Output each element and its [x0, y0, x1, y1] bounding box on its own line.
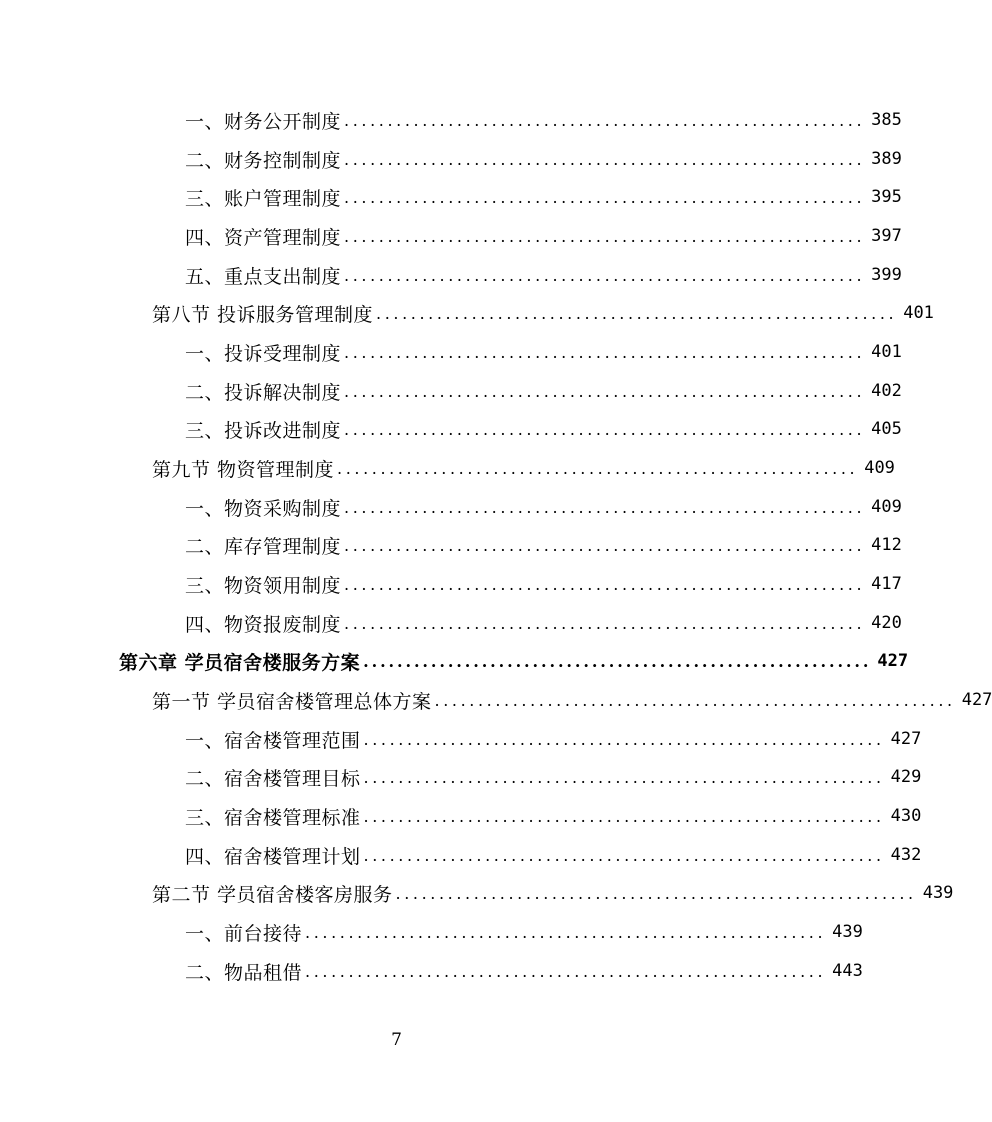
- toc-entry-title: 二、财务控制制度: [185, 149, 342, 172]
- toc-entry-title: 二、宿舍楼管理目标: [185, 767, 361, 790]
- toc-entry[interactable]: [185, 376, 902, 406]
- toc-entry[interactable]: [185, 801, 922, 831]
- toc-entry-title: 第八节 投诉服务管理制度: [152, 303, 374, 326]
- toc-entry-page: 397: [871, 226, 902, 246]
- toc-entry-title: 第九节 物资管理制度: [152, 458, 335, 481]
- toc-entry-title: 二、投诉解决制度: [185, 381, 342, 404]
- toc-entry-page: 427: [961, 690, 992, 710]
- toc-entry-title: 一、宿舍楼管理范围: [185, 729, 361, 752]
- dot-leader: ............................................................: [337, 458, 859, 478]
- toc-entry-title: 二、物品租借: [185, 961, 303, 984]
- toc-entry-title: 第二节 学员宿舍楼客房服务: [152, 883, 393, 906]
- dot-leader: ............................................................: [344, 613, 866, 633]
- toc-entry[interactable]: [185, 260, 902, 290]
- toc-chapter-entry[interactable]: [119, 646, 909, 676]
- dot-leader: ............................................................: [344, 149, 866, 169]
- dot-leader: ............................................................: [344, 265, 866, 285]
- toc-entry[interactable]: [185, 105, 902, 135]
- toc-entry-page: 385: [871, 110, 902, 130]
- toc-entry[interactable]: [185, 956, 863, 986]
- toc-entry-title: 三、账户管理制度: [185, 187, 342, 210]
- toc-entry-title: 二、库存管理制度: [185, 535, 342, 558]
- toc-entry-title: 一、财务公开制度: [185, 110, 342, 133]
- dot-leader: ............................................................: [344, 419, 866, 439]
- page-number: 7: [391, 1030, 402, 1050]
- toc-entry[interactable]: [185, 492, 902, 522]
- toc-entry-page: 409: [864, 458, 895, 478]
- dot-leader: ............................................................: [363, 651, 872, 671]
- dot-leader: ............................................................: [344, 187, 866, 207]
- toc-entry-title: 一、投诉受理制度: [185, 342, 342, 365]
- toc-section-entry[interactable]: [152, 453, 895, 483]
- toc-entry-page: 417: [871, 574, 902, 594]
- toc-entry-page: 401: [903, 303, 934, 323]
- toc-entry-title: 四、宿舍楼管理计划: [185, 845, 361, 868]
- toc-entry[interactable]: [185, 840, 922, 870]
- dot-leader: ............................................................: [344, 226, 866, 246]
- dot-leader: ............................................................: [363, 806, 885, 826]
- toc-entry-page: 420: [871, 613, 902, 633]
- toc-entry-title: 一、物资采购制度: [185, 497, 342, 520]
- dot-leader: ............................................................: [376, 303, 898, 323]
- toc-entry-title: 第一节 学员宿舍楼管理总体方案: [152, 690, 432, 713]
- dot-leader: ............................................................: [395, 883, 917, 903]
- toc-entry-title: 五、重点支出制度: [185, 265, 342, 288]
- toc-section-entry[interactable]: [152, 298, 934, 328]
- toc-entry-page: 405: [871, 419, 902, 439]
- toc-entry-page: 439: [832, 922, 863, 942]
- toc-entry[interactable]: [185, 144, 902, 174]
- toc-entry-page: 399: [871, 265, 902, 285]
- dot-leader: ............................................................: [344, 110, 866, 130]
- dot-leader: ............................................................: [305, 961, 827, 981]
- toc-entry-page: 412: [871, 535, 902, 555]
- dot-leader: ............................................................: [363, 767, 885, 787]
- toc-entry-page: 432: [890, 845, 922, 865]
- dot-leader: ............................................................: [363, 845, 885, 865]
- toc-entry-title: 四、资产管理制度: [185, 226, 342, 249]
- toc-entry-page: 443: [832, 961, 863, 981]
- dot-leader: ............................................................: [344, 497, 866, 517]
- toc-entry-title: 三、宿舍楼管理标准: [185, 806, 361, 829]
- dot-leader: ............................................................: [344, 535, 866, 555]
- dot-leader: ............................................................: [344, 574, 866, 594]
- dot-leader: ............................................................: [363, 729, 885, 749]
- toc-entry[interactable]: [185, 608, 902, 638]
- toc-entry-title: 三、物资领用制度: [185, 574, 342, 597]
- toc-entry[interactable]: [185, 221, 902, 251]
- toc-entry-title: 三、投诉改进制度: [185, 419, 342, 442]
- toc-entry[interactable]: [185, 530, 902, 560]
- toc-entry-page: 430: [890, 806, 922, 826]
- toc-entry-page: 402: [871, 381, 902, 401]
- toc-section-entry[interactable]: [152, 878, 954, 908]
- dot-leader: ............................................................: [434, 690, 956, 710]
- toc-entry-title: 一、前台接待: [185, 922, 303, 945]
- toc-entry[interactable]: [185, 569, 902, 599]
- toc-entry[interactable]: [185, 182, 902, 212]
- toc-entry-title: 第六章 学员宿舍楼服务方案: [119, 651, 361, 674]
- toc-entry-page: 409: [871, 497, 902, 517]
- toc-entry[interactable]: [185, 762, 922, 792]
- toc-section-entry[interactable]: [152, 685, 992, 715]
- dot-leader: ............................................................: [305, 922, 827, 942]
- toc-entry[interactable]: [185, 917, 863, 947]
- toc-entry-page: 401: [871, 342, 902, 362]
- toc-entry-page: 427: [877, 651, 909, 671]
- toc-entry[interactable]: [185, 337, 902, 367]
- dot-leader: ............................................................: [344, 381, 866, 401]
- toc-entry-title: 四、物资报废制度: [185, 613, 342, 636]
- toc-entry[interactable]: [185, 724, 922, 754]
- toc-entry[interactable]: [185, 414, 902, 444]
- toc-entry-page: 439: [922, 883, 954, 903]
- toc-entry-page: 429: [890, 767, 922, 787]
- toc-entry-page: 427: [890, 729, 922, 749]
- toc-entry-page: 395: [871, 187, 902, 207]
- toc-entry-page: 389: [871, 149, 902, 169]
- dot-leader: ............................................................: [344, 342, 866, 362]
